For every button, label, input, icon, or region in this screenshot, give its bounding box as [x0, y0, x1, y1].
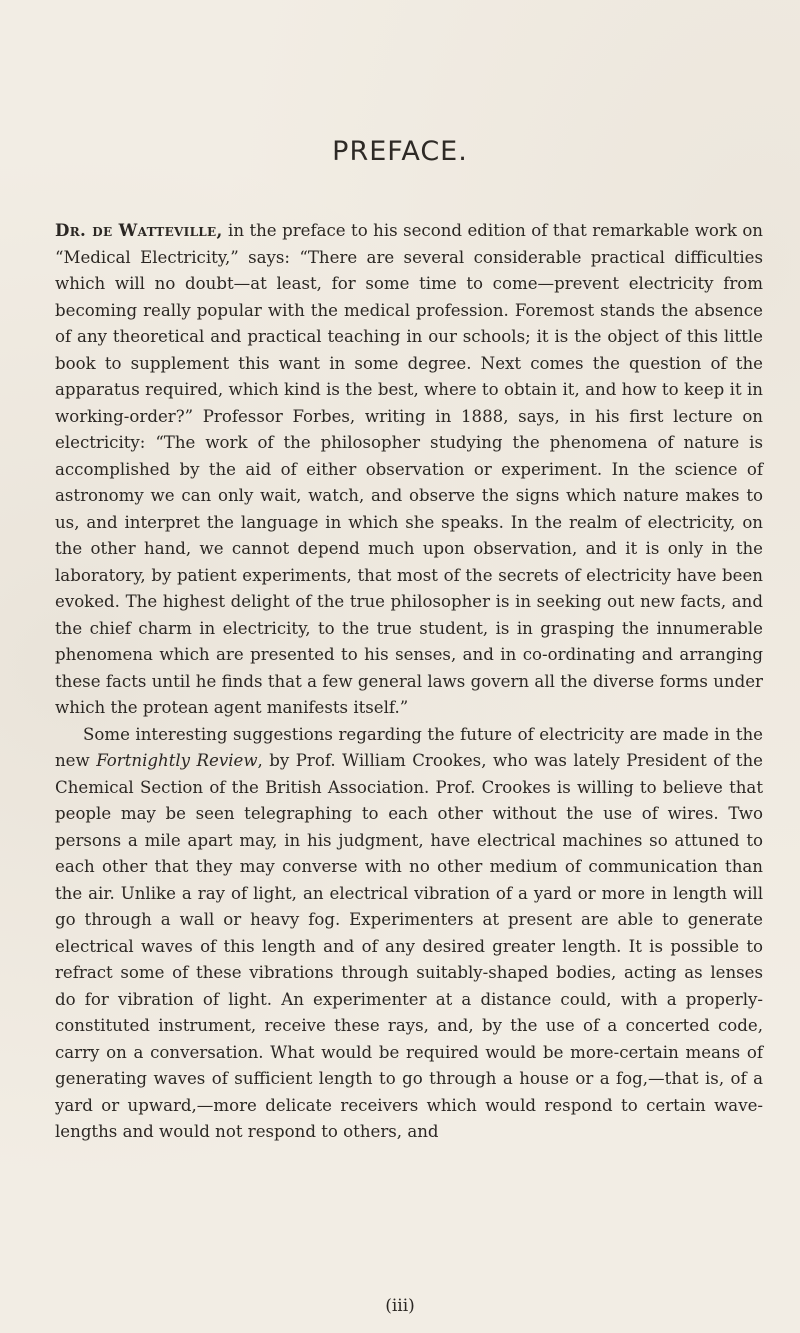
paragraph-2-italic-title: Fortnightly Review: [96, 751, 258, 770]
paragraph-2-before: Some interesting suggestions regarding the future of electricity are made in the new: [55, 724, 763, 770]
paragraph-2-after: , by Prof. William Crookes, who was lately President of the Chemical Section of the British Association. Prof. Crookes is willing to believe that people may be seen telegraphing to each other without the use of wires. Two persons a mile apart may, in his judgment, have electrical machines so attuned to each other that they may converse with no other medium of communication than the air. Unlike a ray of light, an electrical vibration of a yard or more in length will go through a wall or heavy fog. Experimenters at present are able to generate electrical waves of this length and of any desired greater length. It is possible to refract some of these vibrations through suitably-shaped bodies, acting as lenses do for vibration of light. An experimenter at a distance could, with a properly-constituted instrument, receive these rays, and, by the use of a concerted code, carry on a conversation. What would be required would be more-certain means of generating waves of sufficient length to go through a house or a fog,—that is, of a yard or upward,—more delicate receivers which would respond to certain wave-lengths and would not respond to others, and: [55, 751, 763, 1141]
paragraph-2: [55, 722, 763, 1146]
paragraph-1-lead: Dr. de Watteville,: [55, 220, 223, 240]
paragraph-1: [55, 217, 763, 722]
page-number: (iii): [385, 1296, 415, 1316]
paragraph-1-text: in the preface to his second edition of that remarkable work on “Medical Electricity,” says: “There are several considerable practical difficulties which will no doubt—at least, for some time to come—prevent electricity from becoming really popular with the medical profession. Foremost stands the absence of any theoretical and practical teaching in our schools; it is the object of this little book to supplement this want in some degree. Next comes the question of the apparatus required, which kind is the best, where to obtain it, and how to keep it in working-order?” Professor Forbes, writing in 1888, says, in his first lecture on electricity: “The work of the philosopher studying the phenomena of nature is accomplished by the aid of either observation or experiment. In the science of astronomy we can only wait, watch, and observe the signs which nature makes to us, and interpret the language in which she speaks. In the realm of electricity, on the other hand, we cannot depend much upon observation, and it is only in the laboratory, by patient experiments, that most of the secrets of electricity have been evoked. The highest delight of the true philosopher is in seeking out new facts, and the chief charm in electricity, to the true student, is in grasping the innumerable phenomena which are presented to his senses, and in co-ordinating and arranging these facts until he finds that a few general laws govern all the diverse forms under which the protean agent manifests itself.”: [55, 221, 763, 717]
page-title: PREFACE.: [332, 136, 468, 167]
preface-body: [55, 217, 763, 1146]
